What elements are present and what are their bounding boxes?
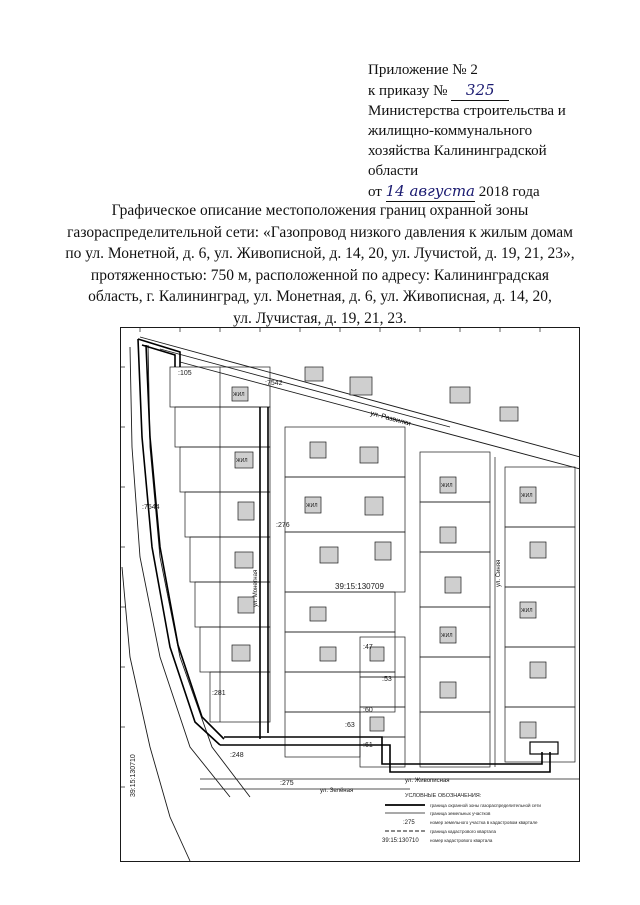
parcel-label-47: :47 [363,644,373,651]
street-label-sinaya: ул. Синяя [496,559,502,587]
cadastral-map-svg [120,327,580,862]
date-suffix: 2018 года [478,184,540,200]
legend-item-5: номер кадастрового квартала [430,838,493,843]
parcel-label-7544: :7544 [142,504,160,511]
parcel-labels [142,370,392,787]
parcel-label-275: :275 [280,780,294,787]
date-prefix: от [368,184,382,200]
parcel-label-61: :61 [363,742,373,749]
quarter-label-side: 39:15:130710 [130,754,137,797]
legend-symbol-quarter-number: 39:15:130710 [382,838,419,844]
street-label-zelenaya: ул. Зелёная [320,788,354,794]
parcel-label-248: :248 [230,752,244,759]
building-markers [233,392,533,639]
appendix-line-4: жилищно-коммунального [368,123,533,139]
legend-item-2: граница земельных участков [430,811,491,816]
parcel-label-53: :53 [382,676,392,683]
appendix-header [368,60,618,202]
building-marker: ЖИЛ [306,503,318,509]
appendix-line-3: Министерства строительства и [368,103,566,119]
legend-item-3: номер земельного участка в кадастровом квартале [430,820,538,825]
appendix-line-1: Приложение № 2 [368,62,478,78]
parcel-grid-middle [285,427,405,767]
parcel-label-60: :60 [363,707,373,714]
building-marker: ЖИЛ [521,608,533,614]
street-label-razvilnaya: ул. Развилки [369,410,412,428]
bottom-road [200,779,580,789]
title-line-2: газораспределительной сети: «Газопровод низкого давления к жилым домам [67,223,573,241]
building-marker: ЖИЛ [236,458,248,464]
legend-item-1: граница охранной зоны газораспределительной сети [430,803,541,808]
building-marker: ЖИЛ [441,483,453,489]
legend-title: УСЛОВНЫЕ ОБОЗНАЧЕНИЯ: [405,793,482,799]
parcel-grid-right [420,452,575,767]
building-marker: ЖИЛ [233,392,245,398]
quarter-label: 39:15:130709 [335,582,384,591]
parcel-grid-left [170,367,270,722]
document-title [40,200,600,329]
building-marker: ЖИЛ [521,493,533,499]
title-line-5: область, г. Калининград, ул. Монетная, д. 6, ул. Живописная, д. 14, 20, [88,288,552,305]
title-line-1: Графическое описание местоположения границ охранной зоны [111,202,529,219]
legend-item-4: граница кадастрового квартала [430,829,496,834]
parcel-label-63: :63 [345,722,355,729]
order-prefix: к приказу № [368,83,448,99]
appendix-line-6: области [368,163,419,179]
building-marker: ЖИЛ [441,633,453,639]
parcel-label-276: :276 [276,522,290,529]
parcel-label-7542: :7542 [265,380,283,387]
parcel-label-105: :105 [178,370,192,377]
appendix-line-2 [368,80,618,101]
map-legend [382,793,541,844]
street-label-monetnaya: ул. Монетная [253,569,259,607]
cadastral-map [120,327,580,862]
appendix-date-line [368,181,618,202]
title-line-3: по ул. Монетной, д. 6, ул. Живописной, д. 14, 20, ул. Лучистой, д. 19, 21, 23», [65,245,575,262]
title-line-6: ул. Лучистая, д. 19, 21, 23. [233,309,407,327]
street-label-zhivopisnaya: ул. Живописная [405,778,450,784]
title-line-4: протяженностью: 750 м, расположенной по адресу: Калининградская [90,266,550,284]
date-handwritten: 14 августа [385,182,475,200]
legend-symbol-parcel-number: :275 [403,820,415,826]
order-number-handwritten: 325 [451,80,509,101]
parcel-label-281: :281 [212,690,226,697]
appendix-line-5: хозяйства Калининградской [368,143,547,159]
